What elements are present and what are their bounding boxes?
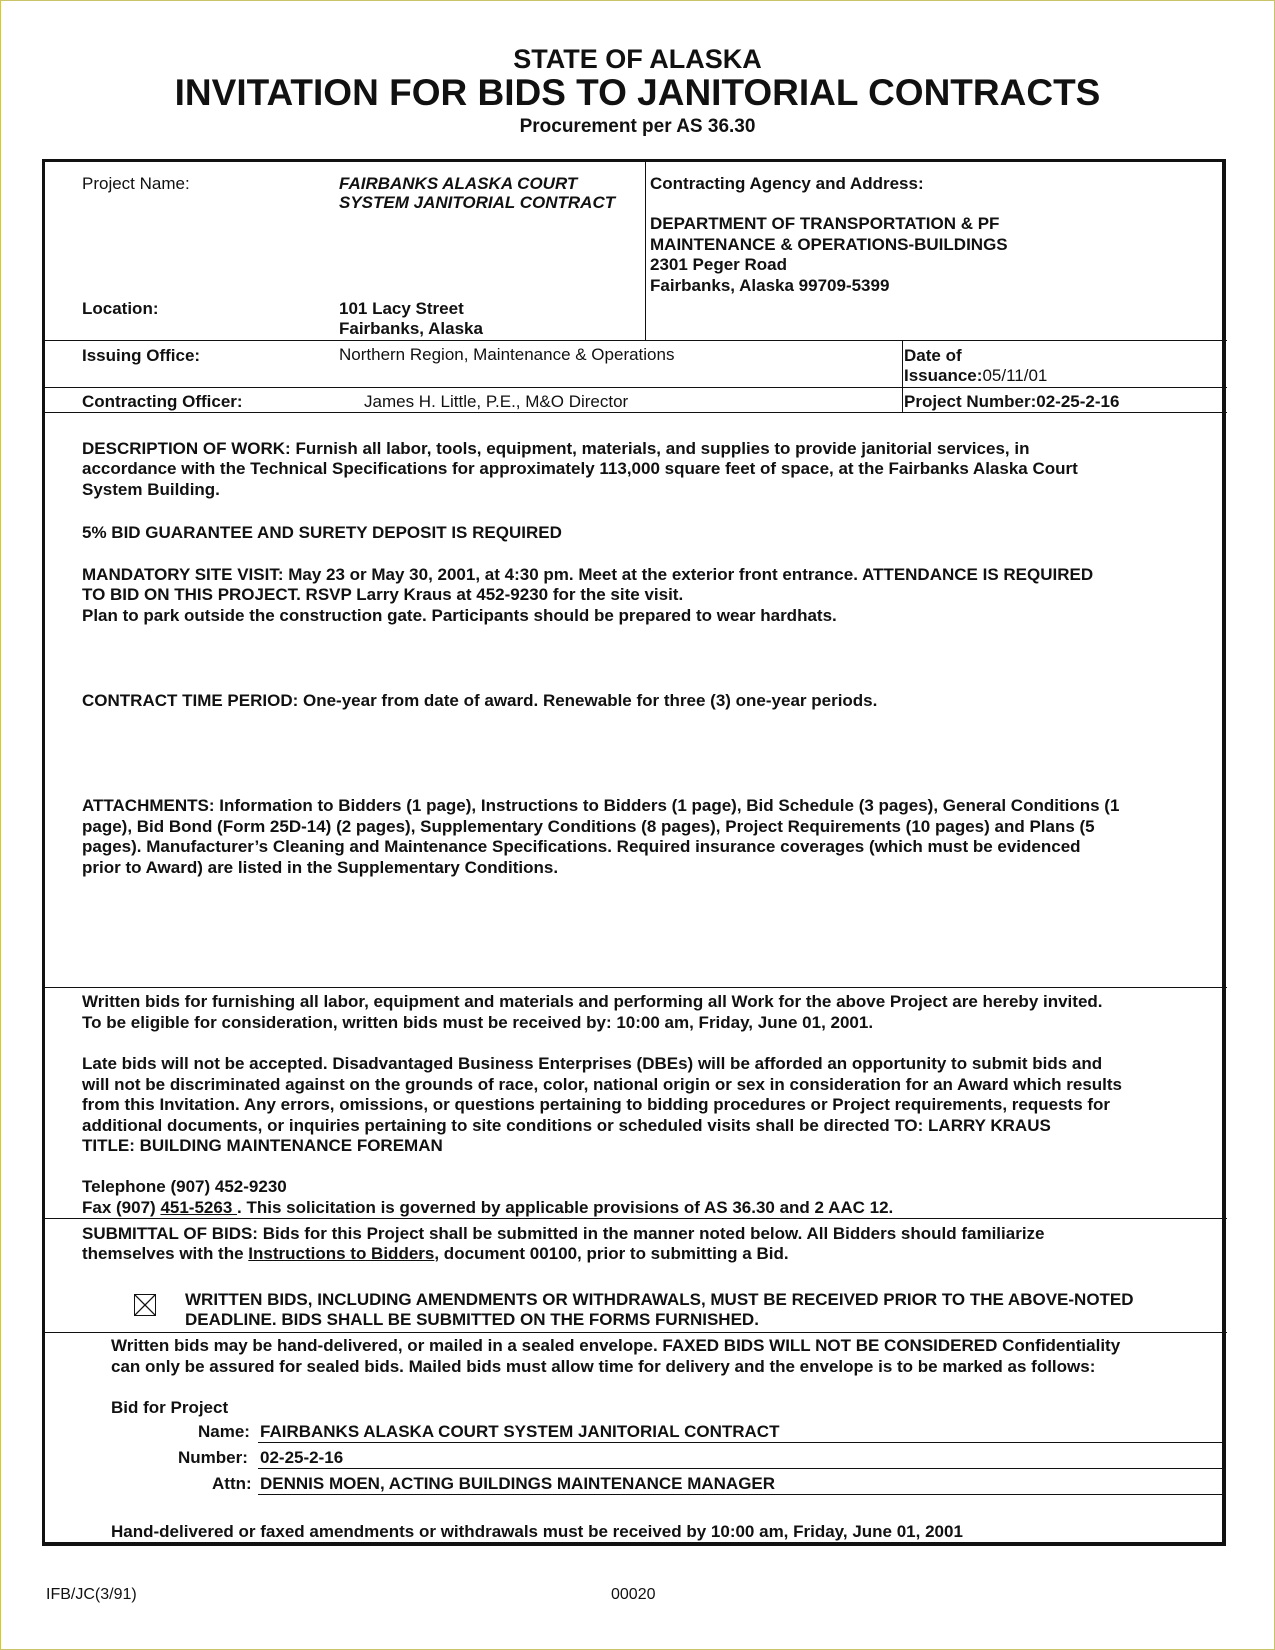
invitation-line-2: To be eligible for consideration, written bids must be received by: 10:00 am, Friday, June 01, 2001. [82,1013,874,1032]
date-of-issuance-label: Date of [904,346,962,365]
description-line-3: System Building. [82,480,220,499]
delivery-line-1: Written bids may be hand-delivered, or mailed in a sealed envelope. FAXED BIDS WILL NOT BE CONSIDERED Confidentiality [111,1336,1121,1355]
attachments-line-2: page), Bid Bond (Form 25D-14) (2 pages), Supplementary Conditions (8 pages), Project Requirements (10 pages) and Plans (5 [82,817,1095,836]
fax-prefix: Fax (907) [82,1198,161,1217]
submittal-line-2 [82,1244,789,1265]
envelope-number-value: 02-25-2-16 [260,1448,344,1467]
footer-page-number: 00020 [611,1586,656,1603]
contracting-officer-label: Contracting Officer: [82,392,243,411]
submittal-line-1: SUBMITTAL OF BIDS: Bids for this Project shall be submitted in the manner noted below. All Bidders should familiarize [82,1224,1045,1243]
attachments-line-1: ATTACHMENTS: Information to Bidders (1 page), Instructions to Bidders (1 page), Bid Schedule (3 pages), General Conditions (1 [82,796,1120,815]
attachments-line-4: prior to Award) are listed in the Supplementary Conditions. [82,858,559,877]
location-label: Location: [82,299,159,318]
fax-number: 451-5263 [160,1198,238,1217]
invitation-line-1: Written bids for furnishing all labor, equipment and materials and performing all Work for the above Project are hereby invited. [82,992,1103,1011]
agency-line1: DEPARTMENT OF TRANSPORTATION & PF [650,214,1000,233]
submittal-suffix: , document 00100, prior to submitting a Bid. [434,1244,789,1263]
issuance-label: Issuance: [904,366,983,385]
envelope-name-value: FAIRBANKS ALASKA COURT SYSTEM JANITORIAL CONTRACT [260,1422,780,1441]
fax-line [82,1198,893,1219]
telephone: Telephone (907) 452-9230 [82,1177,287,1196]
rule-after-checkbox [44,1332,1227,1333]
amendments-deadline: Hand-delivered or faxed amendments or withdrawals must be received by 10:00 am, Friday, June 01, 2001 [111,1522,963,1541]
rule-after-attachments [44,987,1227,988]
envelope-attn-line [258,1494,1226,1495]
issuing-office-label: Issuing Office: [82,346,201,365]
instructions-to-bidders-link: Instructions to Bidders [248,1244,435,1263]
agency-line3: 2301 Peger Road [650,255,788,274]
envelope-number-line [258,1468,1226,1469]
checkbox-text-line-1: WRITTEN BIDS, INCLUDING AMENDMENTS OR WITHDRAWALS, MUST BE RECEIVED PRIOR TO THE ABOVE-NOTED [185,1290,1134,1309]
contract-time-period: CONTRACT TIME PERIOD: One-year from date of award. Renewable for three (3) one-year periods. [82,691,878,710]
checkbox-x-icon [135,1295,155,1315]
divider-project-agency [645,162,646,340]
envelope-name-line [258,1442,1226,1443]
issuing-office-value: Northern Region, Maintenance & Operations [339,345,675,364]
rule-after-location [44,340,1227,341]
fax-suffix: . This solicitation is governed by applicable provisions of AS 36.30 and 2 AAC 12. [237,1198,894,1217]
issuance-date-value: 05/11/01 [982,366,1048,385]
rule-after-issuing [44,387,1227,388]
header-procurement: Procurement per AS 36.30 [519,116,756,137]
submittal-prefix: themselves with the [82,1244,249,1263]
project-name-line2: SYSTEM JANITORIAL CONTRACT [339,193,616,212]
description-line-2: accordance with the Technical Specifications for approximately 113,000 square feet of space, at the Fairbanks Alaska Court [82,459,1078,478]
agency-line4: Fairbanks, Alaska 99709-5399 [650,276,890,295]
envelope-attn-label: Attn: [212,1474,252,1493]
bid-for-project: Bid for Project [111,1398,229,1417]
delivery-line-2: can only be assured for sealed bids. Mailed bids must allow time for delivery and the envelope is to be marked as follows: [111,1357,1096,1376]
late-bids-line-5: TITLE: BUILDING MAINTENANCE FOREMAN [82,1136,443,1155]
project-number: Project Number:02-25-2-16 [904,392,1120,411]
checkbox-text-line-2: DEADLINE. BIDS SHALL BE SUBMITTED ON THE FORMS FURNISHED. [185,1310,759,1329]
contracting-officer-value: James H. Little, P.E., M&O Director [364,392,629,411]
late-bids-line-3: from this Invitation. Any errors, omissions, or questions pertaining to bidding procedures or Project requirements, requests for [82,1095,1111,1114]
agency-line2: MAINTENANCE & OPERATIONS-BUILDINGS [650,235,1008,254]
attachments-line-3: pages). Manufacturer’s Cleaning and Maintenance Specifications. Required insurance coverages (which must be evidenced [82,837,1081,856]
header-state: STATE OF ALASKA [513,44,762,74]
location-line2: Fairbanks, Alaska [339,319,483,338]
divider-date [902,340,903,412]
envelope-name-label: Name: [198,1422,250,1441]
location-line1: 101 Lacy Street [339,299,464,318]
written-bids-checkbox [134,1294,156,1316]
site-visit-line-2: TO BID ON THIS PROJECT. RSVP Larry Kraus at 452-9230 for the site visit. [82,585,684,604]
footer-form-id: IFB/JC(3/91) [46,1586,137,1603]
late-bids-line-4: additional documents, or inquiries pertaining to site conditions or scheduled visits shall be directed TO: LARRY KRAUS [82,1116,1051,1135]
project-name-label: Project Name: [82,174,190,193]
bid-guarantee: 5% BID GUARANTEE AND SURETY DEPOSIT IS REQUIRED [82,523,562,542]
late-bids-line-2: will not be discriminated against on the grounds of race, color, national origin or sex in consideration for an Award which results [82,1075,1123,1094]
site-visit-line-1: MANDATORY SITE VISIT: May 23 or May 30, 2001, at 4:30 pm. Meet at the exterior front entrance. ATTENDANCE IS REQUIRED [82,565,1094,584]
date-of-issuance [904,366,1047,387]
agency-label: Contracting Agency and Address: [650,174,924,193]
project-name-line1: FAIRBANKS ALASKA COURT [339,174,578,193]
envelope-number-label: Number: [178,1448,248,1467]
site-visit-line-3: Plan to park outside the construction gate. Participants should be prepared to wear hardhats. [82,606,837,625]
description-line-1: DESCRIPTION OF WORK: Furnish all labor, tools, equipment, materials, and supplies to provide janitorial services, in [82,439,1030,458]
envelope-attn-value: DENNIS MOEN, ACTING BUILDINGS MAINTENANCE MANAGER [260,1474,776,1493]
header-title: INVITATION FOR BIDS TO JANITORIAL CONTRACTS [174,72,1101,113]
late-bids-line-1: Late bids will not be accepted. Disadvantaged Business Enterprises (DBEs) will be afforded an opportunity to submit bids and [82,1054,1103,1073]
